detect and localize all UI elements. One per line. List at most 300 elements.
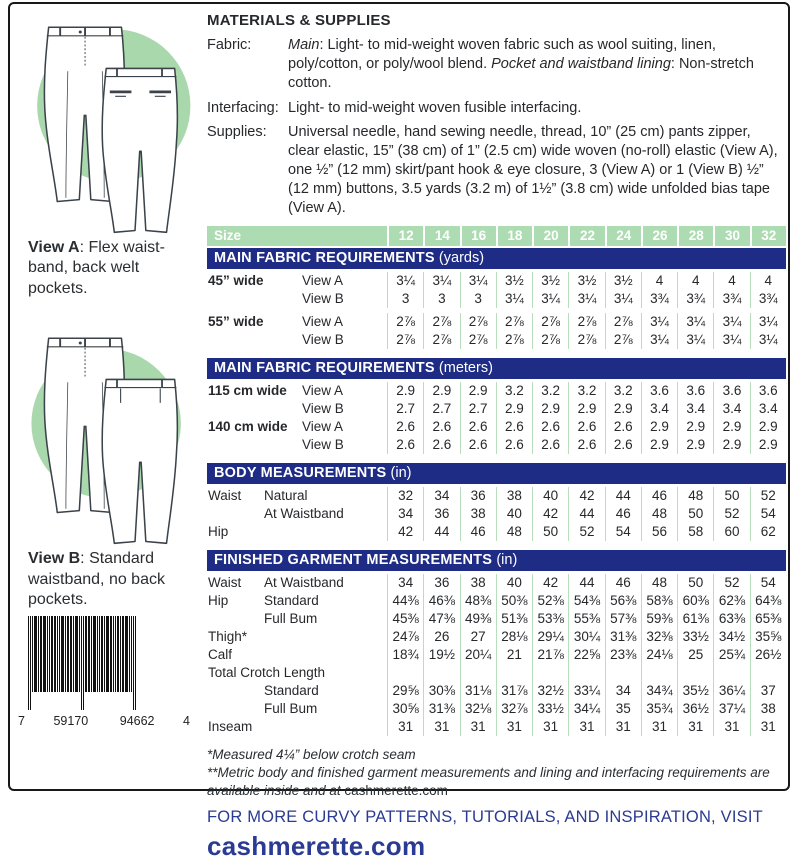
materials-row-label: Supplies: (207, 124, 267, 141)
table-cell: 3½ (496, 272, 532, 290)
materials-row (207, 123, 786, 217)
barcode-bar (30, 616, 31, 710)
section-header (207, 463, 786, 484)
view-a-caption (28, 238, 176, 299)
barcode-bar (70, 616, 72, 692)
table-cell: 55⅜ (568, 610, 604, 628)
table-cell: 35 (605, 700, 641, 718)
table-cell: 2.6 (605, 418, 641, 436)
table-cell: 40 (496, 505, 532, 523)
table-cell: 3¼ (423, 272, 459, 290)
table-cell: 2.7 (460, 400, 496, 418)
table-cell: 3½ (532, 272, 568, 290)
table-cell: 25¾ (713, 646, 749, 664)
table-cell: 31 (713, 718, 749, 736)
table-cell: 2.9 (641, 418, 677, 436)
table-cell: 3.2 (532, 382, 568, 400)
row-labels (207, 646, 387, 664)
table-cell: 60⅜ (677, 592, 713, 610)
table-cell: 36 (423, 505, 459, 523)
table-cell: 2.9 (460, 382, 496, 400)
table-cell: 3¼ (677, 331, 713, 349)
table-cell: 31 (605, 718, 641, 736)
row-sublabel: View A (302, 382, 344, 398)
table-cell: 46 (460, 523, 496, 541)
table-cell: 2.9 (641, 436, 677, 454)
table-cell: 52 (713, 574, 749, 592)
table-cell: 2.6 (532, 436, 568, 454)
table-cell: 42 (568, 487, 604, 505)
table-cell: 24⅞ (387, 628, 423, 646)
table-cell: 2.9 (568, 400, 604, 418)
table-cell: 33¼ (568, 682, 604, 700)
table-cell: 34 (387, 574, 423, 592)
table-cell: 52⅜ (532, 592, 568, 610)
table-cell: 32⅜ (641, 628, 677, 646)
footnotes (207, 746, 786, 800)
table-cell: 2.6 (460, 436, 496, 454)
table-cell: 2⅞ (496, 331, 532, 349)
table-row (207, 700, 786, 718)
barcode-bar (54, 616, 56, 692)
table-cell: 50 (713, 487, 749, 505)
text-segment: Pocket and waistband lining (491, 55, 671, 72)
view-a-description: : Flex waist-band, back welt pockets. (28, 239, 165, 297)
table-cell: 48 (641, 574, 677, 592)
table-cell: 27 (460, 628, 496, 646)
table-cell: 3¼ (750, 313, 786, 331)
table-cell: 3.4 (677, 400, 713, 418)
barcode-bar (110, 616, 112, 692)
table-cell: 30⅜ (423, 682, 459, 700)
table-cell: 38 (496, 487, 532, 505)
row-labels (207, 505, 387, 523)
barcode-bar (120, 616, 121, 692)
table-cell: 63⅜ (713, 610, 749, 628)
row-label: 45” wide (208, 272, 264, 288)
table-cell: 2.9 (496, 400, 532, 418)
table-cell: 3¾ (641, 290, 677, 308)
table-cell: 2⅞ (496, 313, 532, 331)
table-cell: 3¼ (750, 331, 786, 349)
table-cell: 31 (460, 718, 496, 736)
table-cell: 2.7 (387, 400, 423, 418)
footnote (207, 746, 786, 764)
barcode-bar (51, 616, 53, 692)
row-labels (207, 718, 387, 736)
row-label: Calf (208, 646, 233, 662)
table-cell: 38 (460, 505, 496, 523)
table-cell: 3¼ (641, 313, 677, 331)
table-cell: 31⅞ (496, 682, 532, 700)
table-cell: 59⅜ (641, 610, 677, 628)
table-cell: 51⅜ (496, 610, 532, 628)
barcode-bar (135, 616, 136, 710)
row-labels (207, 592, 387, 610)
table-cell: 3¼ (605, 290, 641, 308)
table-cell: 56⅜ (605, 592, 641, 610)
barcode-bar (122, 616, 124, 692)
barcode-bar (101, 616, 103, 692)
table-cell: 50 (532, 523, 568, 541)
table-cell: 54 (750, 505, 786, 523)
table-cell: 58 (677, 523, 713, 541)
row-labels (207, 382, 387, 400)
table-cell (568, 664, 604, 682)
table-cell: 34¼ (568, 700, 604, 718)
table-row (207, 646, 786, 664)
table-cell: 2.7 (423, 400, 459, 418)
table-cell: 36¼ (713, 682, 749, 700)
text-segment: Universal needle, hand sewing needle, thread, 10” (25 cm) pants zipper, clear elastic, 15” (38 cm) of 1” (2.5 cm) wide woven (no-roll) elastic (View A), one ½” (12 mm) skirt/pant hook & eye closure, 3 (View A) or 1 (View B) ½” (12 mm) buttons, 3.5 yards (3.2 m) of 1½” (3.8 cm) wide unfolded bias tape (View A). (288, 124, 778, 216)
size-column-header: 22 (568, 226, 604, 246)
table-cell (496, 664, 532, 682)
barcode-bar (34, 616, 37, 692)
table-cell: 23⅜ (605, 646, 641, 664)
table-cell: 36½ (677, 700, 713, 718)
table-section (207, 358, 786, 454)
section-unit: (in) (496, 551, 518, 568)
table-cell: 2⅞ (387, 313, 423, 331)
barcode-bar (117, 616, 119, 692)
view-a-label: View A (28, 239, 80, 256)
row-sublabel: View A (302, 272, 344, 288)
table-row (207, 400, 786, 418)
row-label: Total Crotch Length (208, 664, 326, 680)
table-cell: 2.6 (423, 436, 459, 454)
size-column-header: 30 (713, 226, 749, 246)
size-column-header: 14 (423, 226, 459, 246)
table-cell: 44⅜ (387, 592, 423, 610)
table-cell: 31 (677, 718, 713, 736)
view-b-pants-illustration (18, 321, 200, 547)
row-labels (207, 272, 387, 290)
barcode-bar (97, 616, 98, 692)
table-cell: 3 (387, 290, 423, 308)
table-cell: 2.6 (568, 436, 604, 454)
table-cell: 33½ (532, 700, 568, 718)
section-unit: (in) (390, 464, 412, 481)
footnote-segment: *Measured 4¼” below crotch seam (207, 746, 416, 762)
table-cell: 35⅝ (750, 628, 786, 646)
table-cell: 36 (423, 574, 459, 592)
table-cell: 37¼ (713, 700, 749, 718)
table-cell: 3.6 (677, 382, 713, 400)
table-cell: 48 (641, 505, 677, 523)
table-cell: 2.9 (750, 418, 786, 436)
table-cell: 2.6 (460, 418, 496, 436)
table-cell: 42 (532, 574, 568, 592)
row-sublabel: At Waistband (264, 574, 344, 590)
table-cell: 3¼ (532, 290, 568, 308)
table-cell: 2.6 (387, 418, 423, 436)
table-cell: 2.6 (387, 436, 423, 454)
barcode-bar (40, 616, 42, 692)
table-cell: 60 (713, 523, 749, 541)
table-cell: 46⅜ (423, 592, 459, 610)
table-row (207, 664, 786, 682)
table-cell: 3.4 (641, 400, 677, 418)
row-sublabel: Full Bum (264, 700, 318, 716)
section-header (207, 248, 786, 269)
table-cell: 30⅝ (387, 700, 423, 718)
materials-row (207, 99, 786, 118)
table-cell: 28⅛ (496, 628, 532, 646)
table-cell: 34½ (713, 628, 749, 646)
size-column-header: 16 (460, 226, 496, 246)
table-row (207, 505, 786, 523)
table-cell: 35½ (677, 682, 713, 700)
table-row (207, 682, 786, 700)
table-section (207, 248, 786, 349)
size-column-header: 12 (387, 226, 423, 246)
row-label: Thigh* (208, 628, 248, 644)
barcode-bar (104, 616, 105, 692)
table-row (207, 272, 786, 290)
table-cell: 31 (568, 718, 604, 736)
table-cell: 62 (750, 523, 786, 541)
materials-row-text (288, 123, 786, 217)
barcode-bar (43, 616, 46, 692)
table-cell: 25 (677, 646, 713, 664)
table-cell: 34¾ (641, 682, 677, 700)
materials-row-label: Interfacing: (207, 99, 279, 116)
materials-row-label: Fabric: (207, 37, 252, 53)
table-cell (605, 664, 641, 682)
row-labels (207, 628, 387, 646)
barcode-bar (32, 616, 33, 692)
table-cell: 42 (387, 523, 423, 541)
table-cell (387, 664, 423, 682)
table-cell: 18¾ (387, 646, 423, 664)
table-row (207, 574, 786, 592)
table-cell: 3¾ (750, 290, 786, 308)
table-cell: 3 (423, 290, 459, 308)
table-cell: 2.9 (677, 436, 713, 454)
table-row (207, 418, 786, 436)
section-title: FINISHED GARMENT MEASUREMENTS (214, 551, 497, 568)
table-cell: 44 (568, 574, 604, 592)
row-labels (207, 682, 387, 700)
envelope-page (8, 2, 790, 862)
table-cell: 2.9 (750, 436, 786, 454)
table-cell: 3½ (605, 272, 641, 290)
row-labels (207, 664, 387, 682)
table-cell: 32½ (532, 682, 568, 700)
table-cell: 38 (460, 574, 496, 592)
view-b-caption (28, 549, 176, 610)
table-cell: 2⅞ (605, 331, 641, 349)
row-sublabel: View B (302, 436, 344, 452)
barcode-bar (49, 616, 50, 692)
table-cell: 31 (423, 718, 459, 736)
table-cell: 3.2 (496, 382, 532, 400)
footnote-segment: **Metric body and finished garment measurements and lining and interfacing requirements are available inside and at (207, 765, 770, 799)
table-row (207, 523, 786, 541)
barcode-bar (67, 616, 69, 692)
row-labels (207, 313, 387, 331)
text-segment: : Light- to mid-weight woven fabric such as wool suiting, linen, poly/cotton, or poly/wool blend. (288, 37, 716, 72)
row-labels (207, 436, 387, 454)
table-cell: 46 (605, 505, 641, 523)
row-labels (207, 418, 387, 436)
section-header (207, 358, 786, 379)
barcode-bar (61, 616, 64, 692)
row-labels (207, 290, 387, 308)
barcode-digit-group: 4 (183, 714, 190, 728)
table-cell: 3¼ (496, 290, 532, 308)
table-cell: 3.6 (750, 382, 786, 400)
barcode-bar (125, 616, 128, 692)
table-cell: 58⅜ (641, 592, 677, 610)
table-cell: 20¼ (460, 646, 496, 664)
table-cell: 3¼ (713, 313, 749, 331)
table-cell: 31 (496, 718, 532, 736)
table-cell: 34 (423, 487, 459, 505)
table-cell (641, 664, 677, 682)
table-cell: 3.4 (750, 400, 786, 418)
table-cell: 2.9 (423, 382, 459, 400)
footer-cta: FOR MORE CURVY PATTERNS, TUTORIALS, AND INSPIRATION, VISIT (207, 808, 763, 827)
barcode (18, 616, 190, 728)
barcode-bar (73, 616, 74, 692)
table-cell: 4 (713, 272, 749, 290)
view-b-label: View B (28, 550, 81, 568)
barcode-digit-group: 59170 (50, 714, 91, 728)
row-sublabel: Standard (264, 592, 319, 608)
barcode-bar (83, 616, 84, 710)
table-cell: 2.9 (387, 382, 423, 400)
table-cell: 2.6 (532, 418, 568, 436)
table-cell: 2.9 (605, 400, 641, 418)
materials-rows (207, 36, 786, 218)
table-cell: 37 (750, 682, 786, 700)
table-cell: 32⅛ (460, 700, 496, 718)
section-header (207, 550, 786, 571)
row-sublabel: Full Bum (264, 610, 318, 626)
row-sublabel: View B (302, 290, 344, 306)
table-row (207, 718, 786, 736)
table-cell: 3.6 (713, 382, 749, 400)
view-a-pants-illustration (18, 10, 200, 236)
table-cell: 21 (496, 646, 532, 664)
table-cell: 3¼ (387, 272, 423, 290)
barcode-bar (106, 616, 109, 692)
barcode-bar (28, 616, 29, 710)
table-cell: 3¼ (713, 331, 749, 349)
row-label: Hip (208, 592, 229, 608)
row-label: 55” wide (208, 313, 264, 329)
row-sublabel: Natural (264, 487, 308, 503)
barcode-bar (38, 616, 39, 692)
table-row (207, 628, 786, 646)
table-cell: 46 (641, 487, 677, 505)
row-labels (207, 574, 387, 592)
barcode-digit-group: 94662 (117, 714, 158, 728)
table-cell: 56 (641, 523, 677, 541)
table-cell: 21⅞ (532, 646, 568, 664)
table-cell: 2⅞ (423, 331, 459, 349)
text-segment: Main (288, 37, 320, 53)
barcode-bar (79, 616, 80, 692)
table-cell: 2⅞ (387, 331, 423, 349)
table-cell: 34 (387, 505, 423, 523)
table-cell: 62⅜ (713, 592, 749, 610)
table-row (207, 487, 786, 505)
size-column-header: 20 (532, 226, 568, 246)
main-content (207, 9, 786, 862)
table-cell: 54 (605, 523, 641, 541)
table-cell: 2.6 (423, 418, 459, 436)
row-sublabel: View A (302, 313, 344, 329)
table-cell: 3.2 (605, 382, 641, 400)
sidebar (18, 10, 200, 611)
table-cell: 2.9 (532, 400, 568, 418)
footnote (207, 764, 786, 800)
row-label: Hip (208, 523, 229, 539)
barcode-digits (18, 714, 190, 728)
table-row (207, 610, 786, 628)
table-cell: 2⅞ (605, 313, 641, 331)
table-cell: 3.6 (641, 382, 677, 400)
table-cell: 24⅛ (641, 646, 677, 664)
size-column-header: 24 (605, 226, 641, 246)
table-row (207, 313, 786, 331)
table-cell: 2⅞ (532, 331, 568, 349)
materials-row-text (288, 36, 786, 93)
barcode-bar (75, 616, 78, 692)
section-unit: (meters) (438, 359, 493, 376)
barcode-bar (81, 616, 82, 710)
table-cell: 32⅞ (496, 700, 532, 718)
table-cell: 4 (750, 272, 786, 290)
table-cell: 31 (641, 718, 677, 736)
table-cell: 47⅜ (423, 610, 459, 628)
row-labels (207, 610, 387, 628)
table-cell: 33½ (677, 628, 713, 646)
barcode-digit-group: 7 (18, 714, 25, 728)
table-cell: 2.9 (713, 436, 749, 454)
table-cell: 35¾ (641, 700, 677, 718)
table-cell: 31 (750, 718, 786, 736)
table-cell: 2.9 (713, 418, 749, 436)
table-cell: 50 (677, 574, 713, 592)
table-cell (423, 664, 459, 682)
table-cell: 49⅜ (460, 610, 496, 628)
table-cell (713, 664, 749, 682)
pants-back-no-pockets (102, 380, 177, 544)
text-segment: : Non-stretch cotton. (288, 55, 754, 91)
table-cell: 3½ (568, 272, 604, 290)
table-cell (460, 664, 496, 682)
size-column-header: 18 (496, 226, 532, 246)
table-cell: 3¼ (460, 272, 496, 290)
table-cell: 52 (713, 505, 749, 523)
table-cell: 34 (605, 682, 641, 700)
table-cell (677, 664, 713, 682)
table-cell: 3¾ (713, 290, 749, 308)
table-cell: 29¼ (532, 628, 568, 646)
table-cell: 3¾ (677, 290, 713, 308)
table-cell: 44 (605, 487, 641, 505)
table-row (207, 592, 786, 610)
table-cell: 2.6 (605, 436, 641, 454)
table-cell: 4 (641, 272, 677, 290)
barcode-bar (115, 616, 116, 692)
size-header-bar (207, 226, 786, 246)
table-cell: 22⅝ (568, 646, 604, 664)
table-cell: 40 (532, 487, 568, 505)
